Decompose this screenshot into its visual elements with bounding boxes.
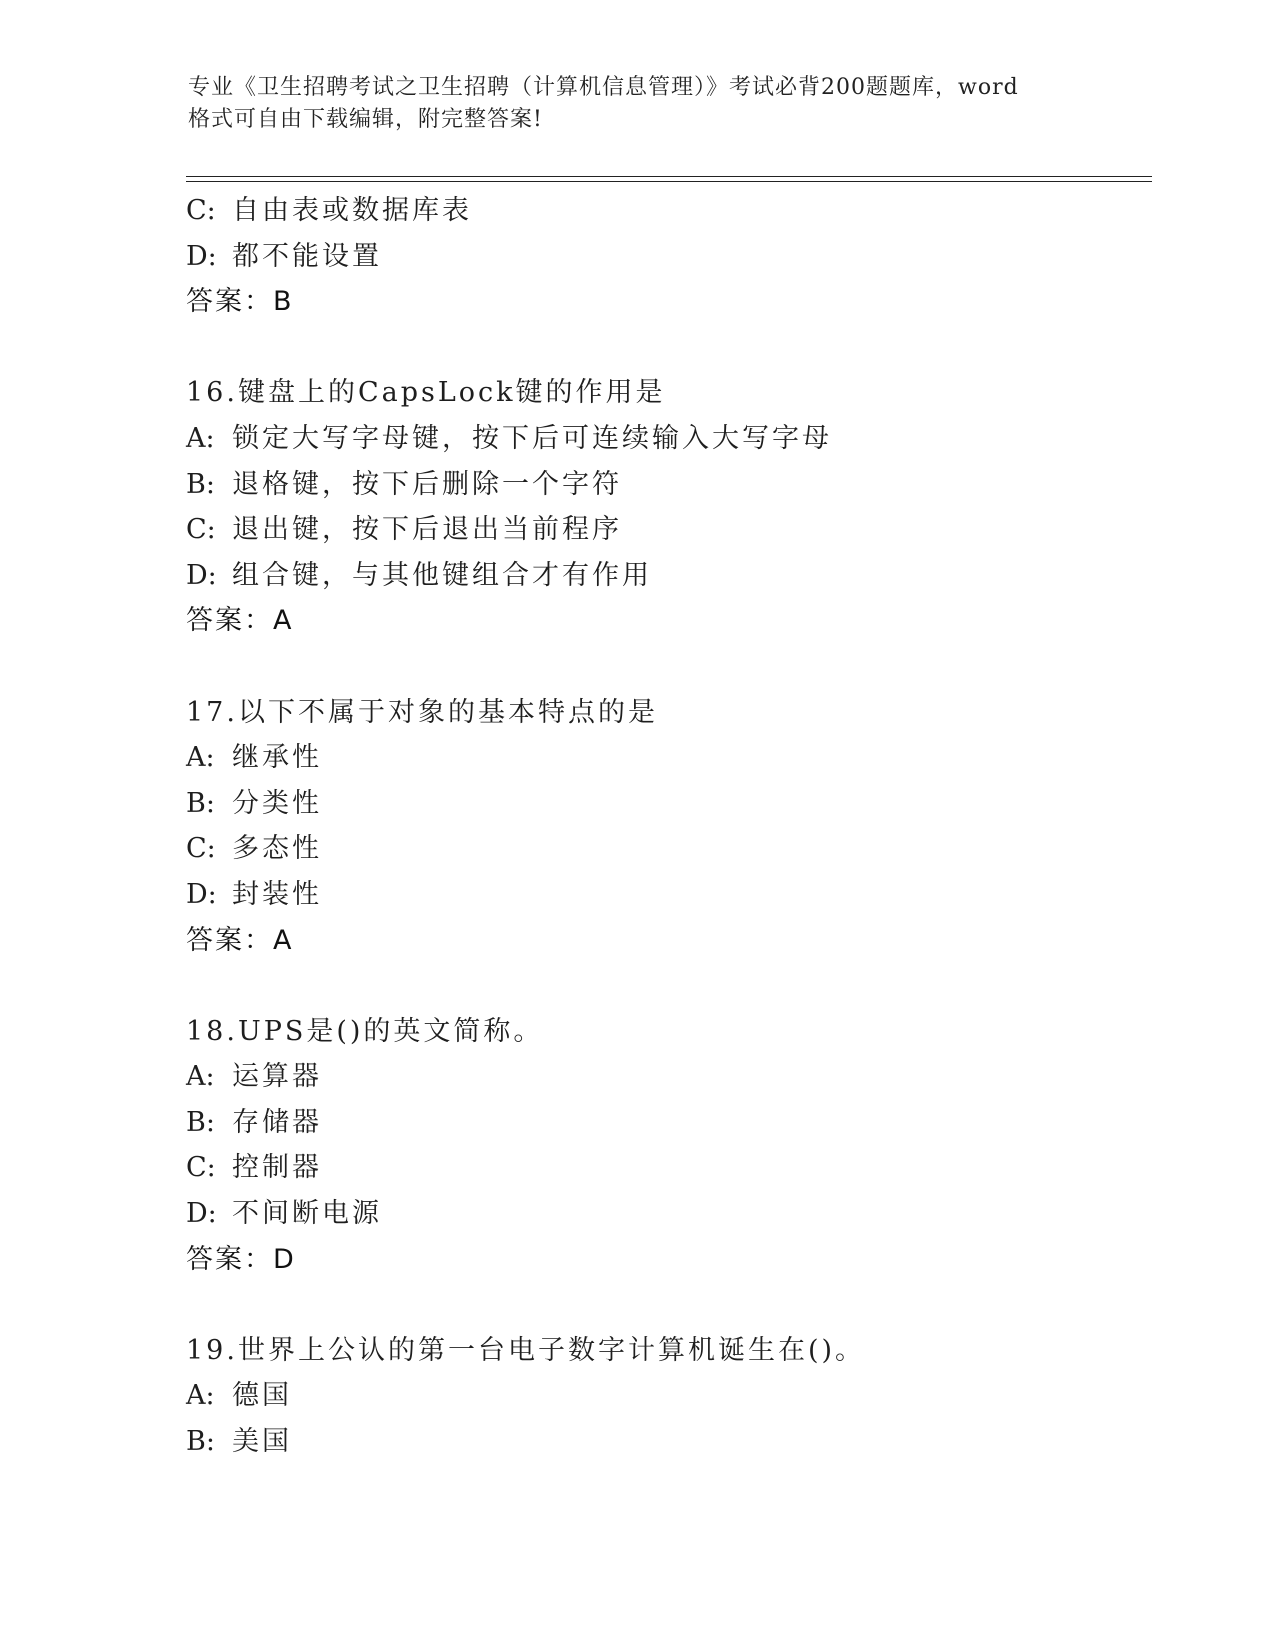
option-b	[186, 1100, 1146, 1146]
option-letter: A:	[186, 422, 215, 454]
option-letter: D:	[186, 878, 217, 910]
option-text: 退格键，按下后删除一个字符	[232, 468, 622, 500]
option-text: 存储器	[232, 1106, 322, 1138]
answer-line: 答案：A	[186, 605, 294, 637]
option-d	[186, 1191, 1146, 1237]
option-text: 退出键，按下后退出当前程序	[232, 514, 622, 546]
option-text: 控制器	[232, 1152, 322, 1184]
option-letter: A:	[186, 1380, 215, 1412]
question-content	[186, 188, 1146, 1465]
header-divider-top	[186, 176, 1152, 177]
option-b	[186, 462, 1146, 508]
option-letter: C:	[186, 833, 216, 865]
option-d	[186, 553, 1146, 599]
option-c	[186, 507, 1146, 553]
header-line-1: 专业《卫生招聘考试之卫生招聘（计算机信息管理）》考试必背200题题库，word	[188, 75, 1019, 100]
option-letter: C:	[186, 514, 216, 546]
option-text: 运算器	[232, 1061, 322, 1093]
question-stem: 16.键盘上的CapsLock键的作用是	[186, 377, 666, 409]
option-d	[186, 872, 1146, 918]
option-letter: C:	[186, 195, 216, 226]
option-a	[186, 1373, 1146, 1419]
option-a	[186, 1054, 1146, 1100]
question-stem: 18.UPS是()的英文简称。	[186, 1015, 544, 1047]
option-text: 德国	[232, 1380, 292, 1412]
option-text: 美国	[232, 1426, 292, 1458]
spacer	[186, 963, 1146, 1009]
option-a	[186, 735, 1146, 781]
option-letter: D:	[186, 1198, 217, 1230]
option-letter: A:	[186, 1061, 215, 1093]
option-text: 锁定大写字母键，按下后可连续输入大写字母	[232, 422, 832, 454]
option-b	[186, 781, 1146, 827]
option-text: 自由表或数据库表	[232, 195, 472, 226]
option-b	[186, 1419, 1146, 1465]
question-stem: 19.世界上公认的第一台电子数字计算机诞生在()。	[186, 1334, 866, 1366]
answer-line: 答案：A	[186, 924, 294, 956]
option-letter: B:	[186, 787, 215, 819]
option-c	[186, 188, 1146, 234]
option-text: 分类性	[232, 787, 322, 819]
option-letter: C:	[186, 1152, 216, 1184]
option-letter: B:	[186, 1426, 215, 1458]
question-stem: 17.以下不属于对象的基本特点的是	[186, 696, 658, 728]
spacer	[186, 1282, 1146, 1328]
spacer	[186, 325, 1146, 371]
option-c	[186, 1145, 1146, 1191]
header-divider-bottom	[186, 181, 1152, 182]
option-text: 不间断电源	[232, 1198, 382, 1230]
option-d	[186, 234, 1146, 280]
answer-line: 答案：D	[186, 1243, 296, 1275]
option-text: 组合键，与其他键组合才有作用	[232, 559, 652, 591]
spacer	[186, 644, 1146, 690]
option-letter: D:	[186, 559, 217, 591]
option-letter: B:	[186, 1106, 215, 1138]
answer-line: 答案：B	[186, 286, 294, 318]
option-letter: B:	[186, 468, 215, 500]
option-text: 都不能设置	[232, 240, 382, 272]
option-text: 多态性	[232, 833, 322, 865]
option-letter: A:	[186, 742, 215, 774]
option-text: 继承性	[232, 742, 322, 774]
header-line-2: 格式可自由下载编辑，附完整答案!	[188, 107, 543, 132]
document-header	[188, 72, 1088, 136]
option-a	[186, 416, 1146, 462]
option-letter: D:	[186, 240, 217, 272]
option-text: 封装性	[232, 878, 322, 910]
option-c	[186, 826, 1146, 872]
